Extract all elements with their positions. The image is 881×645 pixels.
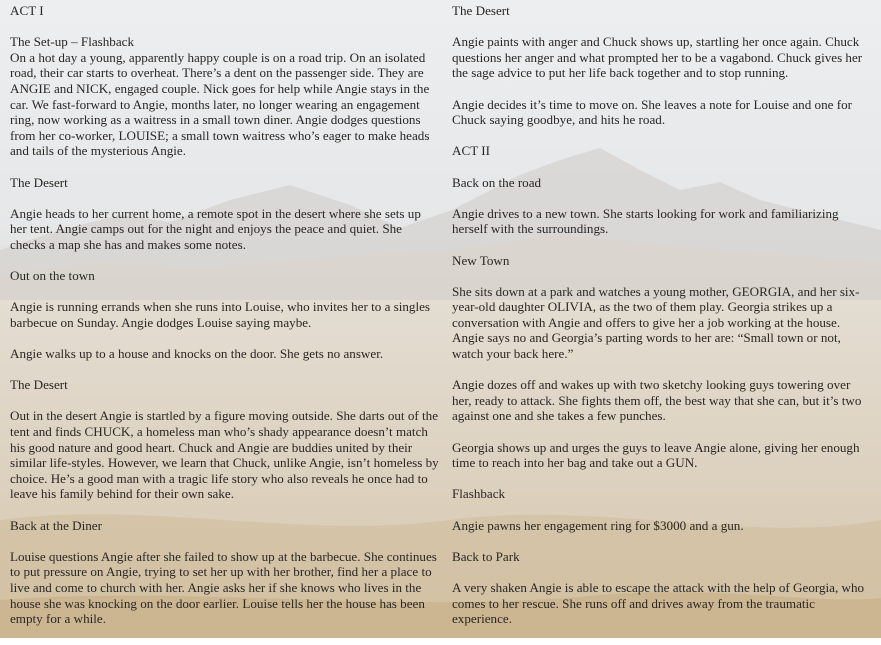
act-heading: ACT I	[10, 3, 44, 18]
section-paragraph: Angie is running errands when she runs into Louise, who invites her to a singles barbecue on Sunday. Angie dodges Louise saying maybe.	[10, 299, 431, 330]
act-heading: ACT II	[452, 143, 490, 159]
section-heading: The Desert	[10, 377, 68, 393]
section-paragraph: Out in the desert Angie is startled by a figure moving outside. She darts out of the tent and finds CHUCK, a homeless man who’s shady appearance doesn’t match his good nature and good heart. Chuck and Angie are buddies united by their similar life-styles. However, we learn that Chuck, unlike Angie, isn’t homeless by choice. He’s a good man with a tragic life story who also reveals he once had to leave his family behind for their own sake.	[10, 408, 439, 502]
section-paragraph: Angie walks up to a house and knocks on the door. She gets no answer.	[10, 346, 384, 362]
section-paragraph: Angie paints with anger and Chuck shows up, startling her once again. Chuck questions her anger and what prompted her to be a vagabond. Chuck gives her the sage advice to put her life back together and to stop running.	[452, 34, 863, 81]
section-paragraph: Angie dozes off and wakes up with two sketchy looking guys towering over her, ready to attack. She fights them off, the best way that she can, but it’s two against one and she takes a few punches.	[452, 377, 862, 424]
section-paragraph: Angie pawns her engagement ring for $3000 and a gun.	[452, 517, 744, 533]
section-heading: Out on the town	[10, 268, 95, 284]
section-heading: New Town	[452, 252, 510, 268]
section-heading: The Set-up – Flashback	[10, 34, 135, 50]
section-paragraph: She sits down at a park and watches a young mother, GEORGIA, and her six-year-old daughter OLIVIA, as the two of them play. Georgia strikes up a conversation with Angie and offers to give her a job working at the house. Angie says no and Georgia’s parting words to her are: “Small town or not, watch your back here.”	[452, 283, 860, 362]
section-paragraph: Angie drives to a new town. She starts looking for work and familiarizing herself with the surroundings.	[452, 205, 839, 237]
section-heading: Flashback	[452, 486, 506, 502]
section-heading: Back on the road	[452, 174, 542, 190]
right-column	[452, 3, 870, 642]
section-heading: Back to Park	[452, 548, 520, 564]
left-column	[10, 3, 440, 642]
section-paragraph: Georgia shows up and urges the guys to leave Angie alone, giving her enough time to reach into her bag and take out a GUN.	[452, 439, 860, 471]
section-heading: The Desert	[452, 3, 510, 18]
section-paragraph: A very shaken Angie is able to escape the attack with the help of Georgia, who comes to her rescue. She runs off and drives away from the traumatic experience.	[452, 579, 865, 627]
section-heading: The Desert	[10, 174, 68, 190]
section-paragraph: Angie decides it’s time to move on. She leaves a note for Louise and one for Chuck saying goodbye, and hits he road.	[452, 96, 852, 128]
section-paragraph: On a hot day a young, apparently happy couple is on a road trip. On an isolated road, their car starts to overheat. There’s a dent on the passenger side. They are ANGIE and NICK, engaged couple. Nick goes for help while Angie stays in the car. We fast-forward to Angie, months later, no longer wearing an engagement ring, now working as a waitress in a small town diner. Angie dodges questions from her co-worker, LOUISE; a small town waitress who’s eager to make heads and tails of the mysterious Angie.	[10, 49, 430, 159]
section-paragraph: Louise questions Angie after she failed to show up at the barbecue. She continues to put pressure on Angie, trying to set her up with her brother, find her a place to live and come to church with her. Angie asks her if she knows who lives in the house she was knocking on the door earlier. Louise tells her the house has been empty for a while.	[10, 548, 437, 627]
section-paragraph: Angie heads to her current home, a remote spot in the desert where she sets up her tent. Angie camps out for the night and enjoys the peace and quiet. She checks a map she has and makes some notes.	[10, 205, 421, 252]
section-heading: Back at the Diner	[10, 517, 102, 533]
